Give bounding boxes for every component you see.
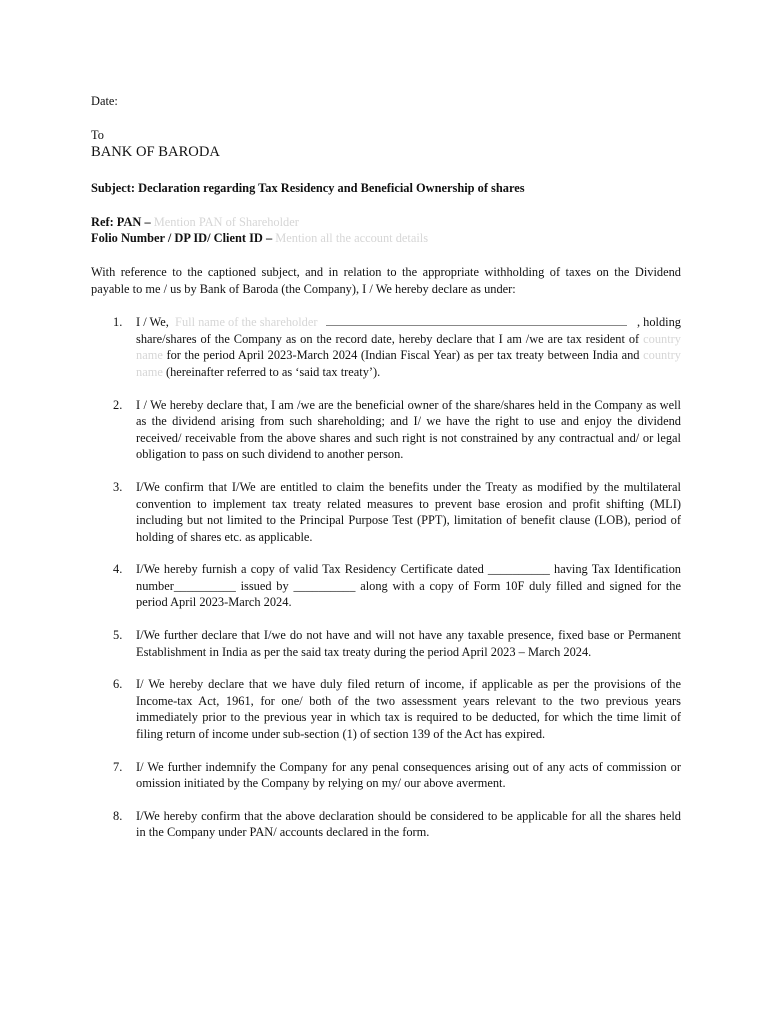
- declaration-item-3: [91, 479, 681, 545]
- item-text: I/We hereby furnish a copy of valid Tax Residency Certificate dated __________ having Tax Identification number__________ issued by __________ along with a copy of Form 10F duly filled and signed for the period April 2023-March 2024.: [136, 562, 681, 610]
- addressee-name: BANK OF BARODA: [91, 144, 220, 161]
- country-field-1[interactable]: country name: [136, 331, 681, 363]
- declaration-item-2: [91, 397, 681, 463]
- item-text: for the period April 2023-March 2024 (Indian Fiscal Year) as per tax treaty between India and: [166, 348, 640, 363]
- item-text: (hereinafter referred to as ‘said tax treaty’).: [165, 364, 381, 379]
- declaration-item-1: [91, 314, 681, 380]
- item-text: I/We hereby confirm that the above declaration should be considered to be applicable for all the shares held in the Company under PAN/ accounts declared in the form.: [136, 808, 681, 840]
- country-field-2[interactable]: country name: [136, 348, 681, 379]
- declaration-item-4: [91, 561, 681, 611]
- to-label: To: [91, 127, 104, 142]
- item-number: 6.: [113, 677, 123, 692]
- item-text: I/ We hereby declare that we have duly filed return of income, if applicable as per the provisions of the Income-tax Act, 1961, for one/ both of the two assessment years relevant to the two previous years immediately prior to the previous year in which tax is required to be deducted, for which the time limit of filing return of income under sub-section (1) of section 139 of the Act has expired.: [136, 677, 681, 742]
- item-number: 8.: [113, 808, 123, 823]
- item-text: I/ We further indemnify the Company for any penal consequences arising out of any acts of commission or omission initiated by the Company by relying on my/ our above averment.: [136, 759, 681, 791]
- item-number: 7.: [113, 759, 123, 774]
- item-number: 3.: [113, 479, 123, 494]
- item-number: 2.: [113, 397, 123, 412]
- shareholder-name-line: [136, 314, 681, 331]
- declaration-list: [91, 314, 681, 841]
- declaration-item-5: [91, 627, 681, 660]
- pan-line: [91, 214, 681, 231]
- pan-label: Ref: PAN –: [91, 214, 151, 229]
- item-text: I / We,: [136, 315, 169, 330]
- subject-line: Subject: Declaration regarding Tax Residency and Beneficial Ownership of shares: [91, 181, 525, 196]
- declaration-item-7: [91, 759, 681, 792]
- item-text: I/We confirm that I/We are entitled to claim the benefits under the Treaty as modified by the multilateral convention to implement tax treaty related measures to prevent base erosion and profit shifting (MLI) including but not limited to the Principal Purpose Test (PPT), limitation of benefit clause (LOB), period of holding of shares etc. as applicable.: [136, 479, 681, 544]
- shareholder-name-field[interactable]: Full name of the shareholder: [175, 315, 318, 330]
- folio-label: Folio Number / DP ID/ Client ID –: [91, 231, 273, 246]
- intro-paragraph: With reference to the captioned subject, and in relation to the appropriate withholding of taxes on the Dividend payable to me / us by Bank of Baroda (the Company), I / We hereby declare as under:: [91, 264, 681, 296]
- item-text: share/shares of the Company as on the record date, hereby declare that I am /we are tax resident of: [136, 331, 640, 346]
- shareholder-name-underline: [326, 314, 627, 326]
- item-text: I/We further declare that I/we do not have and will not have any taxable presence, fixed base or Permanent Establishment in India as per the said tax treaty during the period April 2023 – March 2024.: [136, 628, 681, 659]
- pan-field[interactable]: Mention PAN of Shareholder: [153, 214, 299, 229]
- folio-line: [91, 230, 681, 247]
- folio-field[interactable]: Mention all the account details: [275, 231, 429, 246]
- item-text: I / We hereby declare that, I am /we are the beneficial owner of the share/shares held in the Company as well as the dividend arising from such shareholding; and I/ we have the right to use and enjoy the dividend received/ receivable from the above shares and such right is not constrained by any contractual and/ or legal obligation to pass on such dividend to another person.: [136, 397, 681, 462]
- declaration-document: [91, 93, 681, 857]
- item-number: 1.: [113, 315, 123, 330]
- declaration-item-8: [91, 808, 681, 841]
- item-number: 4.: [113, 562, 123, 577]
- declaration-item-6: [91, 676, 681, 742]
- item-number: 5.: [113, 628, 123, 643]
- item-text: , holding: [636, 315, 681, 330]
- reference-block: [91, 214, 681, 247]
- date-label: Date:: [91, 94, 118, 108]
